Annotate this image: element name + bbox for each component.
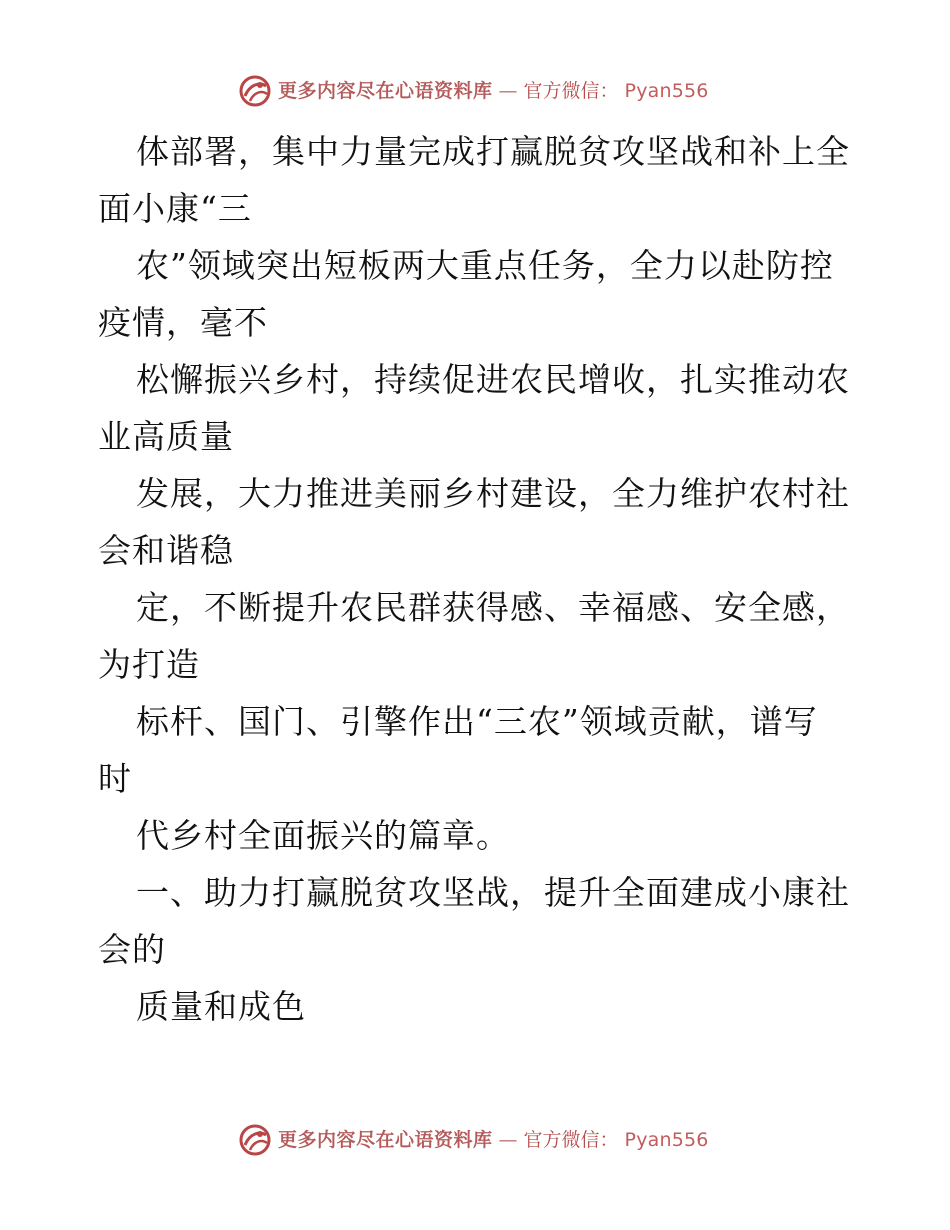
text-line-4: 疫情，毫不	[98, 303, 268, 342]
text-line-8: 会和谐稳	[98, 531, 234, 570]
watermark-footer	[238, 1120, 709, 1160]
text-line-14: 一、助力打赢脱贫攻坚战，提升全面建成小康社	[136, 873, 850, 912]
text-line-9: 定，不断提升农民群获得感、幸福感、安全感，	[136, 588, 850, 627]
watermark-label: 官方微信：	[523, 1128, 619, 1151]
text-line-7: 发展，大力推进美丽乡村建设，全力维护农村社	[136, 474, 850, 513]
watermark-label: 官方微信：	[523, 79, 619, 102]
text-line-5: 松懈振兴乡村，持续促进农民增收，扎实推动农	[136, 360, 850, 399]
watermark-id: Pyan556	[624, 1128, 709, 1151]
text-line-3: 农”领域突出短板两大重点任务，全力以赴防控	[136, 246, 834, 285]
watermark-id: Pyan556	[624, 79, 709, 102]
watermark-header	[238, 71, 709, 111]
text-line-12: 时	[98, 759, 132, 798]
document-body	[98, 123, 858, 1035]
watermark-separator: —	[498, 1128, 518, 1151]
watermark-separator: —	[498, 79, 518, 102]
text-line-6: 业高质量	[98, 417, 234, 456]
watermark-site: 更多内容尽在心语资料库	[278, 79, 493, 102]
logo-icon	[238, 1123, 272, 1157]
text-line-1: 体部署，集中力量完成打赢脱贫攻坚战和补上全	[136, 132, 850, 171]
logo-icon	[238, 74, 272, 108]
text-line-15: 会的	[98, 930, 166, 969]
text-line-16: 质量和成色	[136, 987, 306, 1026]
watermark-site: 更多内容尽在心语资料库	[278, 1128, 493, 1151]
text-line-13: 代乡村全面振兴的篇章。	[136, 816, 510, 855]
text-line-2: 面小康“三	[98, 189, 252, 228]
text-line-11: 标杆、国门、引擎作出“三农”领域贡献，谱写	[136, 702, 818, 741]
text-line-10: 为打造	[98, 645, 200, 684]
